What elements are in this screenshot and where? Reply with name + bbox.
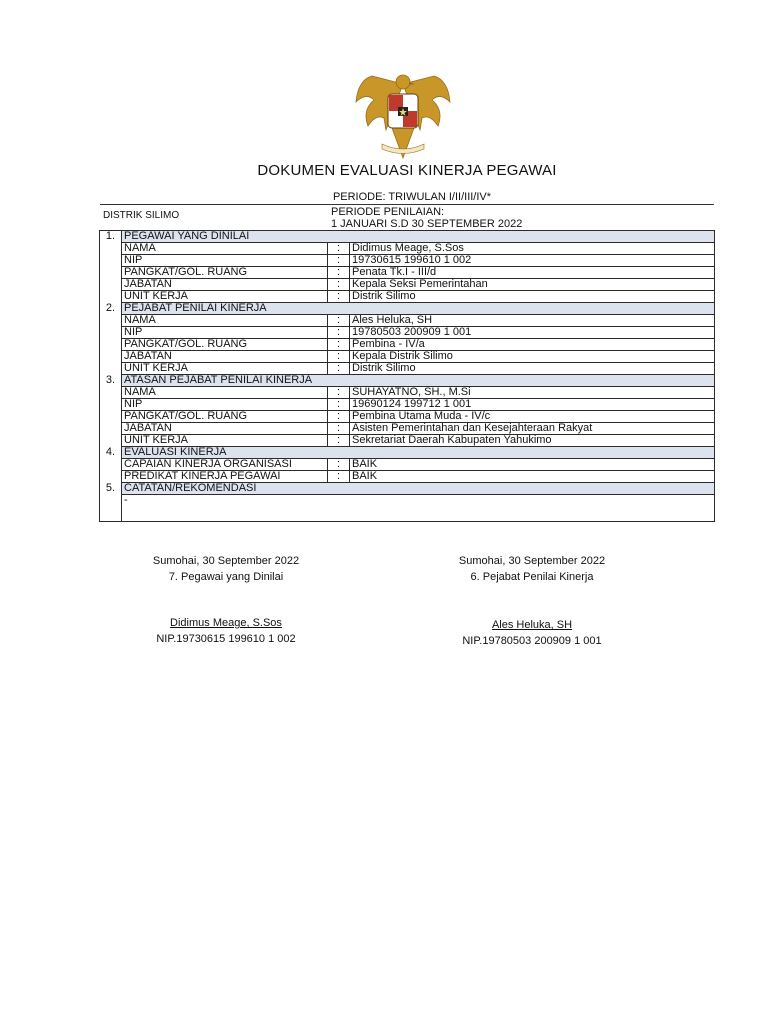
field-colon: : bbox=[328, 339, 350, 351]
field-label: PANGKAT/GOL. RUANG bbox=[122, 339, 328, 351]
signature-nip: NIP.19730615 199610 1 002 bbox=[156, 633, 296, 645]
periode-triwulan: PERIODE: TRIWULAN I/II/III/IV* bbox=[332, 191, 492, 203]
field-label: CAPAIAN KINERJA ORGANISASI bbox=[122, 459, 328, 471]
section-row bbox=[100, 375, 715, 387]
periode-penilaian-label: PERIODE PENILAIAN: bbox=[331, 206, 445, 218]
field-colon: : bbox=[328, 435, 350, 447]
signature-name: Didimus Meage, S.Sos bbox=[170, 617, 282, 629]
field-colon: : bbox=[328, 471, 350, 483]
notes-row bbox=[100, 495, 715, 522]
field-row bbox=[100, 279, 715, 291]
field-colon: : bbox=[328, 243, 350, 255]
section-row bbox=[100, 231, 715, 243]
section-title: ATASAN PEJABAT PENILAI KINERJA bbox=[122, 375, 715, 387]
signature-right-name-block bbox=[382, 617, 682, 649]
section-row bbox=[100, 447, 715, 459]
field-value: Kepala Seksi Pemerintahan bbox=[350, 279, 715, 291]
field-label: JABATAN bbox=[122, 279, 328, 291]
field-colon: : bbox=[328, 291, 350, 303]
field-value: Kepala Distrik Silimo bbox=[350, 351, 715, 363]
section-number: 5. bbox=[100, 483, 122, 495]
field-colon: : bbox=[328, 351, 350, 363]
field-colon: : bbox=[328, 423, 350, 435]
field-row bbox=[100, 267, 715, 279]
section-number: 2. bbox=[100, 303, 122, 315]
field-value: 19690124 199712 1 001 bbox=[350, 399, 715, 411]
signature-place-date: Sumohai, 30 September 2022 bbox=[152, 555, 300, 567]
field-label: UNIT KERJA bbox=[122, 363, 328, 375]
section-title: PEJABAT PENILAI KINERJA bbox=[122, 303, 715, 315]
field-value: Asisten Pemerintahan dan Kesejahteraan Rakyat bbox=[350, 423, 715, 435]
periode-penilaian-value: 1 JANUARI S.D 30 SEPTEMBER 2022 bbox=[331, 218, 523, 230]
field-row bbox=[100, 387, 715, 399]
field-value: 19780503 200909 1 001 bbox=[350, 327, 715, 339]
section-number: 1. bbox=[100, 231, 122, 243]
field-row bbox=[100, 315, 715, 327]
garuda-emblem-logo bbox=[352, 70, 454, 162]
field-row bbox=[100, 459, 715, 471]
field-row bbox=[100, 351, 715, 363]
section-number: 3. bbox=[100, 375, 122, 387]
field-row bbox=[100, 423, 715, 435]
field-value: Didimus Meage, S.Sos bbox=[350, 243, 715, 255]
field-colon: : bbox=[328, 315, 350, 327]
field-label: NAMA bbox=[122, 387, 328, 399]
field-value: Penata Tk.I - III/d bbox=[350, 267, 715, 279]
section-number: 4. bbox=[100, 447, 122, 459]
signature-right bbox=[382, 553, 682, 585]
signature-place-date: Sumohai, 30 September 2022 bbox=[458, 555, 606, 567]
field-value: Distrik Silimo bbox=[350, 363, 715, 375]
field-row bbox=[100, 243, 715, 255]
field-value: Sekretariat Daerah Kabupaten Yahukimo bbox=[350, 435, 715, 447]
field-row bbox=[100, 363, 715, 375]
field-colon: : bbox=[328, 327, 350, 339]
field-colon: : bbox=[328, 267, 350, 279]
field-label: NAMA bbox=[122, 315, 328, 327]
signature-role: 7. Pegawai yang Dinilai bbox=[168, 571, 284, 583]
field-label: UNIT KERJA bbox=[122, 435, 328, 447]
field-label: PANGKAT/GOL. RUANG bbox=[122, 267, 328, 279]
field-colon: : bbox=[328, 411, 350, 423]
field-colon: : bbox=[328, 363, 350, 375]
notes-value: - bbox=[122, 495, 715, 522]
field-value: Pembina - IV/a bbox=[350, 339, 715, 351]
field-value: Ales Heluka, SH bbox=[350, 315, 715, 327]
field-row bbox=[100, 291, 715, 303]
section-title: EVALUASI KINERJA bbox=[122, 447, 715, 459]
field-value: Pembina Utama Muda - IV/c bbox=[350, 411, 715, 423]
field-label: UNIT KERJA bbox=[122, 291, 328, 303]
field-label: JABATAN bbox=[122, 423, 328, 435]
signature-left-name-block bbox=[76, 615, 376, 647]
section-row bbox=[100, 303, 715, 315]
field-label: JABATAN bbox=[122, 351, 328, 363]
field-colon: : bbox=[328, 399, 350, 411]
field-row bbox=[100, 435, 715, 447]
field-colon: : bbox=[328, 459, 350, 471]
field-colon: : bbox=[328, 387, 350, 399]
field-row bbox=[100, 327, 715, 339]
field-value: BAIK bbox=[350, 459, 715, 471]
signature-name: Ales Heluka, SH bbox=[491, 619, 573, 631]
field-label: PANGKAT/GOL. RUANG bbox=[122, 411, 328, 423]
section-title: PEGAWAI YANG DINILAI bbox=[122, 231, 715, 243]
signature-nip: NIP.19780503 200909 1 001 bbox=[462, 635, 602, 647]
field-label: NIP bbox=[122, 399, 328, 411]
signature-role: 6. Pejabat Penilai Kinerja bbox=[470, 571, 594, 583]
field-label: NIP bbox=[122, 327, 328, 339]
signature-left bbox=[76, 553, 376, 585]
field-row bbox=[100, 399, 715, 411]
distrik-label: DISTRIK SILIMO bbox=[103, 210, 180, 221]
document-title: DOKUMEN EVALUASI KINERJA PEGAWAI bbox=[257, 162, 557, 179]
field-row bbox=[100, 471, 715, 483]
evaluation-form-table bbox=[99, 230, 715, 522]
field-colon: : bbox=[328, 255, 350, 267]
field-label: NAMA bbox=[122, 243, 328, 255]
field-label: PREDIKAT KINERJA PEGAWAI bbox=[122, 471, 328, 483]
field-row bbox=[100, 339, 715, 351]
field-colon: : bbox=[328, 279, 350, 291]
field-value: 19730615 199610 1 002 bbox=[350, 255, 715, 267]
field-value: Distrik Silimo bbox=[350, 291, 715, 303]
field-label: NIP bbox=[122, 255, 328, 267]
section-row bbox=[100, 483, 715, 495]
field-value: SUHAYATNO, SH., M.Si bbox=[350, 387, 715, 399]
section-title: CATATAN/REKOMENDASI bbox=[122, 483, 715, 495]
field-row bbox=[100, 411, 715, 423]
field-value: BAIK bbox=[350, 471, 715, 483]
field-row bbox=[100, 255, 715, 267]
divider-top bbox=[100, 204, 714, 205]
